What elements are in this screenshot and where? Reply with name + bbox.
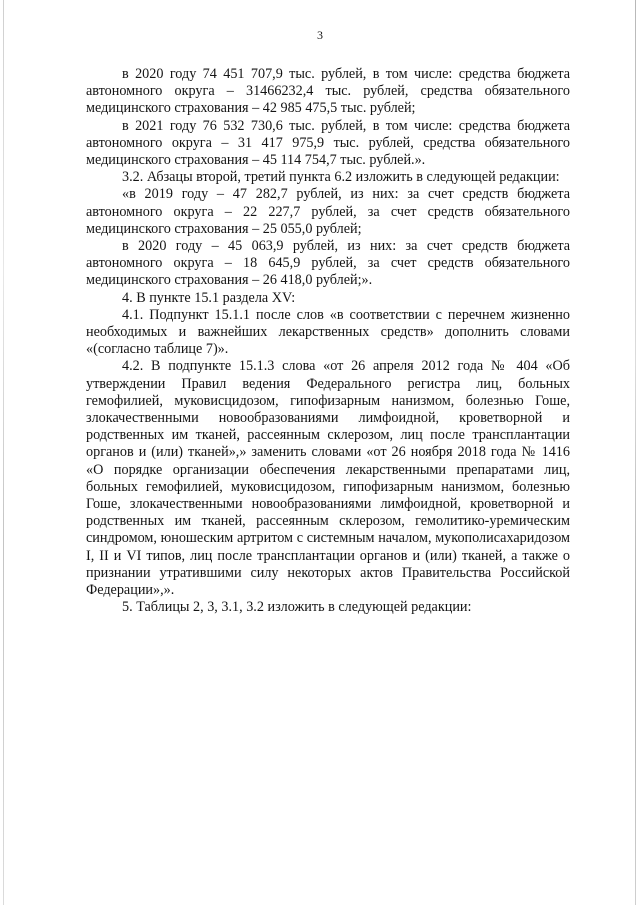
- paragraph-4-2: 4.2. В подпункте 15.1.3 слова «от 26 апреля 2012 года № 404 «Об утверждении Правил ведения Федерального регистра лиц, больных гемофилией, муковисцидозом, гипофизарным нанизмом, болезнью Гоше, злокачественными новообразованиями лимфоидной, кроветворной и родственных им тканей, рассеянным склерозом, лиц после трансплантации органов и (или) тканей»,» заменить словами «от 26 ноября 2018 года № 1416 «О порядке организации обеспечения лекарственными препаратами лиц, больных гемофилией, муковисцидозом, гипофизарным нанизмом, болезнью Гоше, злокачественными новообразованиями лимфоидной, кроветворной и родственных им тканей, рассеянным склерозом, гемолитико-уремическим синдромом, юношеским артритом с системным началом, мукополисахаридозом I, II и VI типов, лиц после трансплантации органов и (или) тканей, а также о признании утратившими силу некоторых актов Правительства Российской Федерации»,».: [86, 358, 570, 599]
- paragraph-4-1: 4.1. Подпункт 15.1.1 после слов «в соответствии с перечнем жизненно необходимых и важнейших лекарственных средств» дополнить словами «(согласно таблице 7)».: [86, 306, 570, 358]
- paragraph-2019-amount: «в 2019 году – 47 282,7 рублей, из них: за счет средств бюджета автономного округа – 22 227,7 рублей, за счет средств обязательного медицинского страхования – 25 055,0 рублей;: [86, 186, 570, 237]
- paragraph-3-2: 3.2. Абзацы второй, третий пункта 6.2 изложить в следующей редакции:: [122, 169, 560, 186]
- page-number: 3: [317, 28, 323, 42]
- paragraph-budget-2021: в 2021 году 76 532 730,6 тыс. рублей, в том числе: средства бюджета автономного округа – 31 417 975,9 тыс. рублей, средства обязательного медицинского страхования – 45 114 754,7 тыс. рублей.».: [86, 117, 570, 169]
- paragraph-4: 4. В пункте 15.1 раздела XV:: [122, 289, 296, 306]
- paragraph-5: 5. Таблицы 2, 3, 3.1, 3.2 изложить в следующей редакции:: [122, 599, 472, 616]
- paragraph-budget-2020: в 2020 году 74 451 707,9 тыс. рублей, в том числе: средства бюджета автономного округа – 31466232,4 тыс. рублей, средства обязательного медицинского страхования – 42 985 475,5 тыс. рублей;: [86, 66, 570, 117]
- scan-edge-left: [3, 0, 4, 905]
- scan-edge-right: [635, 0, 636, 905]
- document-body: [86, 66, 570, 617]
- paragraph-2020-amount: в 2020 году – 45 063,9 рублей, из них: за счет средств бюджета автономного округа – 18 645,9 рублей, за счет средств обязательного медицинского страхования – 26 418,0 рублей;».: [86, 238, 570, 289]
